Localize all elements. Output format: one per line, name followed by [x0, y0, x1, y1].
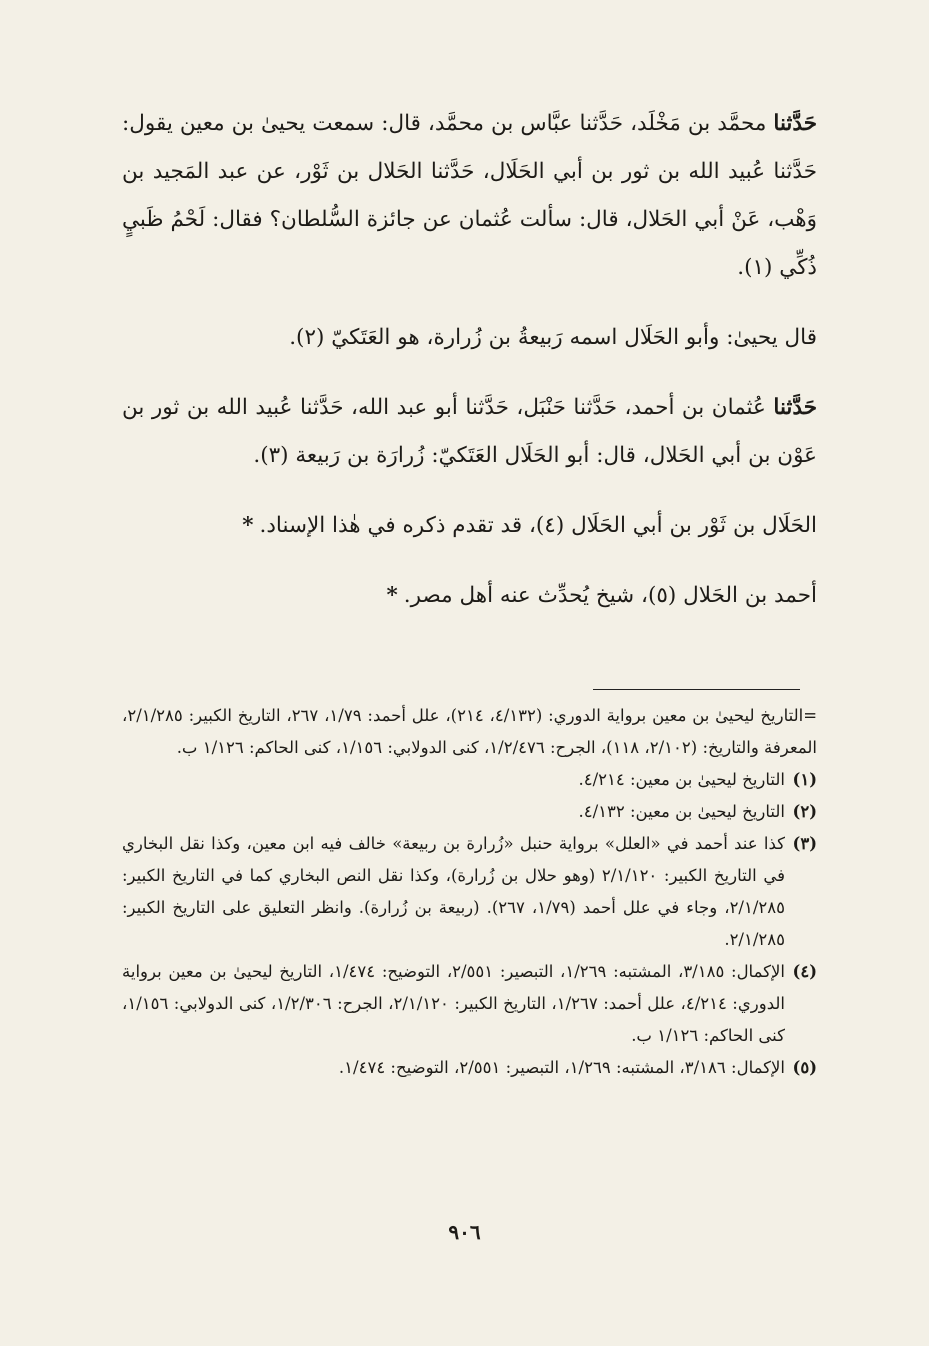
footnote-text: التاريخ ليحيىٰ بن معين: ٤/٢١٤. [578, 770, 785, 789]
main-text [122, 100, 817, 620]
footnote-text: الإكمال: ٣/١٨٦، المشتبه: ١/٢٦٩، التبصير: ٢/٥٥١، التوضيح: ١/٤٧٤. [338, 1058, 785, 1077]
paragraph-4 [122, 502, 817, 550]
paragraph-text: الحَلَال بن ثَوْر بن أبي الحَلَال (٤)، قد تقدم ذكره في هٰذا الإسناد. [259, 513, 817, 538]
paragraph-text: أحمد بن الحَلال (٥)، شيخ يُحدِّث عنه أهل مصر. [403, 583, 817, 608]
footnote-number: (٢) [792, 802, 817, 821]
footnote-text: كذا عند أحمد في «العلل» برواية حنبل «زُرارة بن ربيعة» خالف فيه ابن معين، وكذا نقل البخاري في التاريخ الكبير: ٢/١/١٢٠ (وهو حلال بن زُرارة)، وكذا نقل النص البخاري كما في التاريخ الكبير: ٢/١/٢٨٥، وجاء في علل أحمد (١/٧٩، ٢٦٧). (ربيعة بن زُرارة). وانظر التعليق على التاريخ الكبير: ٢/١/٢٨٥. [122, 834, 785, 949]
footnote-1 [122, 764, 817, 796]
footnote-number: (١) [792, 770, 817, 789]
footnote-5 [122, 1052, 817, 1084]
footnote-separator [593, 689, 800, 690]
end-star-mark: * [386, 583, 398, 608]
page-number: ٩٠٦ [448, 1220, 481, 1244]
footnote-continuation: =التاريخ ليحيىٰ بن معين برواية الدوري: (٤/١٣٢، ٢١٤)، علل أحمد: ١/٧٩، ٢٦٧، التاريخ الكبير: ٢/١/٢٨٥، المعرفة والتاريخ: (٢/١٠٢، ١١٨)، الجرح: ١/٢/٤٧٦، كنى الدولابي: ١/١٥٦، كنى الحاكم: ١/١٢٦ ب. [122, 706, 818, 757]
paragraph-text: عُثمان بن أحمد، حَدَّثنا حَنْبَل، حَدَّثنا أبو عبد الله، حَدَّثنا عُبيد الله بن ثور بن عَوْن بن أبي الحَلال، قال: أبو الحَلَال العَتَكيّ: زُرارَة بن رَبيعة (٣). [122, 395, 817, 468]
paragraph-lead: حَدَّثنا [773, 395, 817, 420]
footnote-number: (٣) [792, 834, 817, 853]
footnote-text: الإكمال: ٣/١٨٥، المشتبه: ١/٢٦٩، التبصير: ٢/٥٥١، التوضيح: ١/٤٧٤، التاريخ ليحيىٰ بن معين برواية الدوري: ٤/٢١٤، علل أحمد: ١/٢٦٧، التاريخ الكبير: ٢/١/١٢٠، الجرح: ١/٢/٣٠٦، كنى الدولابي: ١/١٥٦، كنى الحاكم: ١/١٢٦ ب. [122, 962, 785, 1045]
paragraph-5 [122, 572, 817, 620]
footnote-number: (٤) [792, 962, 817, 981]
footnote-3 [122, 828, 817, 956]
paragraph-text: قال يحيىٰ: وأبو الحَلَال اسمه رَبيعةُ بن زُرارة، هو العَتَكيّ (٢). [289, 325, 817, 350]
footnote-number: (٥) [792, 1058, 817, 1077]
paragraph-2 [122, 314, 817, 362]
paragraph-1 [122, 100, 817, 292]
footnote-4 [122, 956, 817, 1052]
footnote-2 [122, 796, 817, 828]
footnote-text: التاريخ ليحيىٰ بن معين: ٤/١٣٢. [578, 802, 785, 821]
paragraph-lead: حَدَّثنا [773, 111, 817, 136]
footnotes [122, 700, 817, 1084]
paragraph-3 [122, 384, 817, 480]
paragraph-text: محمَّد بن مَخْلَد، حَدَّثنا عبَّاس بن محمَّد، قال: سمعت يحيىٰ بن معين يقول: حَدَّثنا عُبيد الله بن ثور بن أبي الحَلَال، حَدَّثنا الحَلال بن ثَوْر، عن عبد المَجيد بن وَهْب، عَنْ أبي الحَلال، قال: سألت عُثمان عن جائزة السُّلطان؟ فقال: لَحْمُ ظَبيٍ ذُكِّي (١). [122, 111, 817, 280]
end-star-mark: * [242, 513, 254, 538]
